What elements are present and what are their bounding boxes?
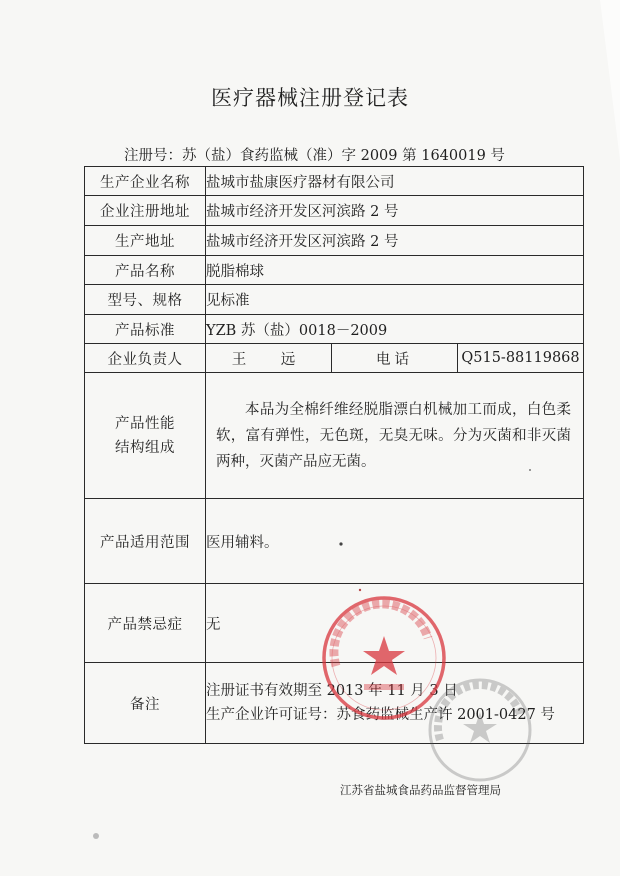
table-row — [85, 373, 584, 499]
producer-label: 生产企业名称 — [85, 167, 206, 196]
performance-label-line2: 结构组成 — [115, 439, 175, 456]
table-row — [85, 315, 584, 344]
person-value: 王 远 — [206, 344, 332, 373]
contra-value: 无 — [206, 584, 584, 663]
performance-value: 本品为全棉纤维经脱脂漂白机械加工而成，白色柔软，富有弹性，无色斑，无臭无味。分为灭菌和非灭菌两种，灭菌产品应无菌。 — [216, 401, 571, 470]
prod-address-value: 盐城市经济开发区河滨路 2 号 — [206, 226, 584, 256]
performance-label — [85, 373, 206, 499]
scope-label: 产品适用范围 — [85, 499, 206, 584]
table-row — [85, 285, 584, 315]
remark-validity: 注册证书有效期至 2013 年 11 月 3 日 — [206, 683, 458, 699]
remark-cell — [206, 663, 584, 744]
phone-value: Q515-88119868 — [458, 344, 584, 373]
table-row — [85, 499, 584, 584]
document-title: 医疗器械注册登记表 — [211, 86, 409, 110]
scope-value: 医用辅料。 — [206, 499, 584, 584]
model-label: 型号、规格 — [85, 285, 206, 315]
table-row — [85, 226, 584, 256]
speck — [93, 833, 99, 839]
table-row — [85, 196, 584, 226]
table-row — [85, 167, 584, 196]
remark-label: 备注 — [85, 663, 206, 744]
phone-label: 电话 — [332, 344, 458, 373]
performance-cell — [206, 373, 584, 499]
performance-label-line1: 产品性能 — [115, 415, 175, 432]
remark-license: 生产企业许可证号：苏食药监械生产许 2001-0427 号 — [206, 707, 555, 723]
standard-value: YZB 苏（盐）0018－2009 — [206, 315, 584, 344]
producer-value: 盐城市盐康医疗器材有限公司 — [206, 167, 584, 196]
product-name-value: 脱脂棉球 — [206, 256, 584, 285]
model-value: 见标准 — [206, 285, 584, 315]
table-row — [85, 344, 584, 373]
person-label: 企业负责人 — [85, 344, 206, 373]
table-row — [85, 584, 584, 663]
reg-address-label: 企业注册地址 — [85, 196, 206, 226]
contra-label: 产品禁忌症 — [85, 584, 206, 663]
reg-address-value: 盐城市经济开发区河滨路 2 号 — [206, 196, 584, 226]
table-row — [85, 663, 584, 744]
product-name-label: 产品名称 — [85, 256, 206, 285]
page-fold-shadow — [600, 0, 620, 160]
registration-table — [84, 166, 584, 744]
table-row — [85, 256, 584, 285]
issuer-name: 江苏省盐城食品药品监督管理局 — [340, 783, 501, 797]
registration-number: 注册号：苏（盐）食药监械（准）字 2009 第 1640019 号 — [124, 148, 505, 164]
standard-label: 产品标准 — [85, 315, 206, 344]
prod-address-label: 生产地址 — [85, 226, 206, 256]
